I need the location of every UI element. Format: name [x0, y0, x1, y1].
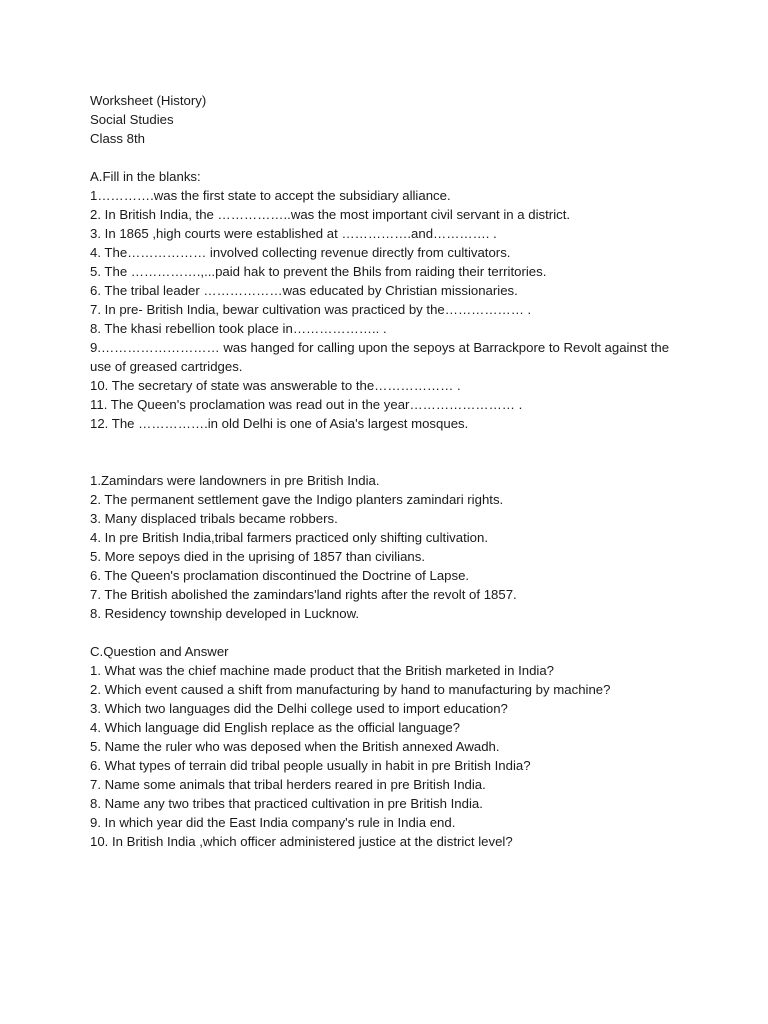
statement-item: 1.Zamindars were landowners in pre British India. — [90, 473, 380, 488]
section-b — [90, 471, 730, 623]
fill-blank-item: 2. In British India, the ……………..was the most important civil servant in a district. — [90, 207, 571, 222]
section-c — [90, 642, 730, 851]
fill-blank-item: 5. The …………….,...paid hak to prevent the Bhils from raiding their territories. — [90, 264, 547, 279]
fill-blank-item: 8. The khasi rebellion took place in……………….. . — [90, 321, 387, 336]
fill-blank-item: 1………….was the first state to accept the subsidiary alliance. — [90, 188, 451, 203]
spacer — [90, 433, 730, 471]
question-item: 10. In British India ,which officer administered justice at the district level? — [90, 834, 513, 849]
section-a — [90, 167, 730, 433]
question-item: 6. What types of terrain did tribal people usually in habit in pre British India? — [90, 758, 531, 773]
spacer — [90, 623, 730, 642]
statement-item: 8. Residency township developed in Lucknow. — [90, 606, 360, 621]
statement-item: 4. In pre British India,tribal farmers practiced only shifting cultivation. — [90, 530, 489, 545]
subject-label: Social Studies — [90, 112, 174, 127]
fill-blank-item: 6. The tribal leader ………………was educated by Christian missionaries. — [90, 283, 518, 298]
fill-blank-item: 11. The Queen's proclamation was read out in the year…………………… . — [90, 397, 523, 412]
spacer — [90, 148, 730, 167]
statement-item: 3. Many displaced tribals became robbers. — [90, 511, 338, 526]
fill-blank-item: 3. In 1865 ,high courts were established at …………….and…………. . — [90, 226, 497, 241]
question-item: 3. Which two languages did the Delhi college used to import education? — [90, 701, 508, 716]
fill-blank-item: 4. The……………… involved collecting revenue directly from cultivators. — [90, 245, 511, 260]
statement-item: 7. The British abolished the zamindars'land rights after the revolt of 1857. — [90, 587, 517, 602]
worksheet-title: Worksheet (History) — [90, 93, 207, 108]
statement-item: 5. More sepoys died in the uprising of 1857 than civilians. — [90, 549, 426, 564]
fill-blank-item: 9.……………………… was hanged for calling upon the sepoys at Barrackpore to Revolt against the use of greased cartridges. — [90, 340, 670, 374]
question-item: 4. Which language did English replace as the official language? — [90, 720, 460, 735]
fill-blank-item: 12. The …………….in old Delhi is one of Asia's largest mosques. — [90, 416, 469, 431]
question-item: 8. Name any two tribes that practiced cultivation in pre British India. — [90, 796, 483, 811]
statement-item: 6. The Queen's proclamation discontinued the Doctrine of Lapse. — [90, 568, 470, 583]
question-item: 9. In which year did the East India company's rule in India end. — [90, 815, 456, 830]
question-item: 5. Name the ruler who was deposed when the British annexed Awadh. — [90, 739, 500, 754]
question-item: 1. What was the chief machine made product that the British marketed in India? — [90, 663, 555, 678]
fill-blank-item: 7. In pre- British India, bewar cultivation was practiced by the……………… . — [90, 302, 532, 317]
section-c-heading: C.Question and Answer — [90, 644, 229, 659]
worksheet-page — [90, 91, 730, 851]
section-a-heading: A.Fill in the blanks: — [90, 169, 201, 184]
statement-item: 2. The permanent settlement gave the Indigo planters zamindari rights. — [90, 492, 504, 507]
class-label: Class 8th — [90, 131, 145, 146]
question-item: 7. Name some animals that tribal herders reared in pre British India. — [90, 777, 486, 792]
fill-blank-item: 10. The secretary of state was answerable to the……………… . — [90, 378, 461, 393]
question-item: 2. Which event caused a shift from manufacturing by hand to manufacturing by machine? — [90, 682, 611, 697]
